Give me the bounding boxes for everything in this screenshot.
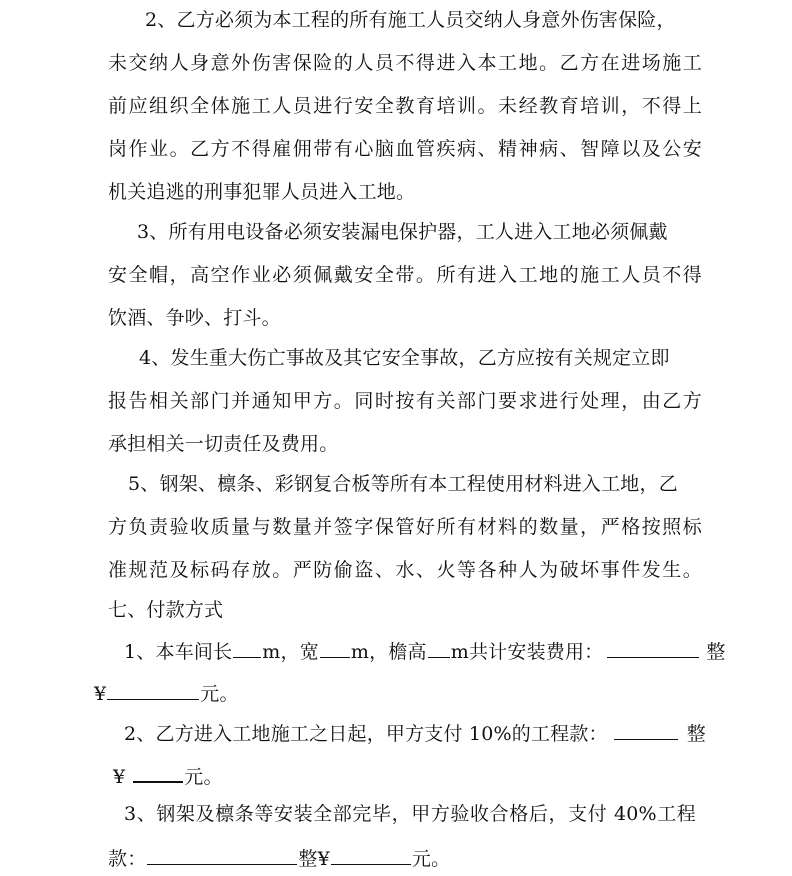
item-2-whole-label: 整 bbox=[686, 723, 706, 745]
yen-sign: ¥ bbox=[94, 683, 107, 705]
clause-2-line-3: 前应组织全体施工人员进行安全教育培训。未经教育培训，不得上 bbox=[108, 95, 702, 117]
clause-5-line-2: 方负责验收质量与数量并签字保管好所有材料的数量，严格按照标 bbox=[108, 516, 702, 538]
width-blank[interactable] bbox=[320, 638, 350, 658]
clause-2-line-4: 岗作业。乙方不得雇佣带有心脑血管疾病、精神病、智障以及公安 bbox=[108, 138, 702, 160]
item-1-whole-label: 整 bbox=[706, 641, 726, 663]
item-3-whole-yen-label: 整¥ bbox=[298, 848, 330, 870]
yen-sign: ¥ bbox=[113, 766, 126, 788]
clause-2-line-2: 未交纳人身意外伤害保险的人员不得进入本工地。乙方在进场施工 bbox=[108, 52, 702, 74]
eave-height-blank[interactable] bbox=[428, 638, 450, 658]
item-2-text: 2、乙方进入工地施工之日起，甲方支付 10%的工程款： bbox=[124, 723, 608, 745]
clause-4-line-2: 报告相关部门并通知甲方。同时按有关部门要求进行处理，由乙方 bbox=[108, 390, 702, 412]
item-1-eave-label: m，檐高 bbox=[350, 641, 427, 663]
item-1-width-label: m，宽 bbox=[262, 641, 319, 663]
yuan-label: 元。 bbox=[200, 683, 239, 705]
clause-3-line-1: 3、所有用电设备必须安装漏电保护器，工人进入工地必须佩戴 bbox=[137, 221, 668, 243]
clause-5-line-3: 准规范及标码存放。严防偷盗、水、火等各种人为破坏事件发生。 bbox=[108, 559, 702, 581]
clause-4-line-3: 承担相关一切责任及费用。 bbox=[108, 433, 339, 455]
item-1-total-label: m共计安装费用： bbox=[450, 641, 604, 663]
clause-3-line-2: 安全帽，高空作业必须佩戴安全带。所有进入工地的施工人员不得 bbox=[108, 264, 702, 286]
payment-item-3-line-1: 3、钢架及檩条等安装全部完毕，甲方验收合格后，支付 40%工程 bbox=[124, 803, 696, 825]
item-1-length-label: 1、本车间长 bbox=[124, 641, 233, 663]
section-7-heading: 七、付款方式 bbox=[108, 599, 224, 621]
yuan-label: 元。 bbox=[184, 766, 223, 788]
payment-item-2-line-1 bbox=[124, 720, 704, 746]
completion-payment-blank[interactable] bbox=[147, 845, 297, 865]
clause-2-line-1: 2、乙方必须为本工程的所有施工人员交纳人身意外伤害保险， bbox=[145, 9, 676, 31]
clause-4-line-1: 4、发生重大伤亡事故及其它安全事故，乙方应按有关规定立即 bbox=[139, 347, 670, 369]
clause-5-line-1: 5、钢架、檩条、彩钢复合板等所有本工程使用材料进入工地，乙 bbox=[128, 473, 678, 495]
advance-payment-blank[interactable] bbox=[614, 720, 678, 740]
install-fee-blank[interactable] bbox=[607, 638, 699, 658]
length-blank[interactable] bbox=[233, 638, 261, 658]
payment-item-1-line-2 bbox=[94, 680, 688, 706]
clause-3-line-3: 饮酒、争吵、打斗。 bbox=[108, 307, 281, 329]
install-fee-yen-blank[interactable] bbox=[107, 680, 199, 700]
payment-item-3-line-2 bbox=[108, 845, 702, 871]
item-3-payment-label: 款： bbox=[108, 848, 147, 870]
payment-item-2-line-2 bbox=[113, 762, 707, 789]
payment-item-1-line-1 bbox=[124, 638, 726, 664]
clause-2-line-5: 机关追逃的刑事犯罪人员进入工地。 bbox=[108, 181, 416, 203]
advance-payment-yen-blank[interactable] bbox=[133, 762, 183, 783]
completion-payment-yen-blank[interactable] bbox=[331, 845, 411, 865]
yuan-label: 元。 bbox=[411, 848, 451, 870]
